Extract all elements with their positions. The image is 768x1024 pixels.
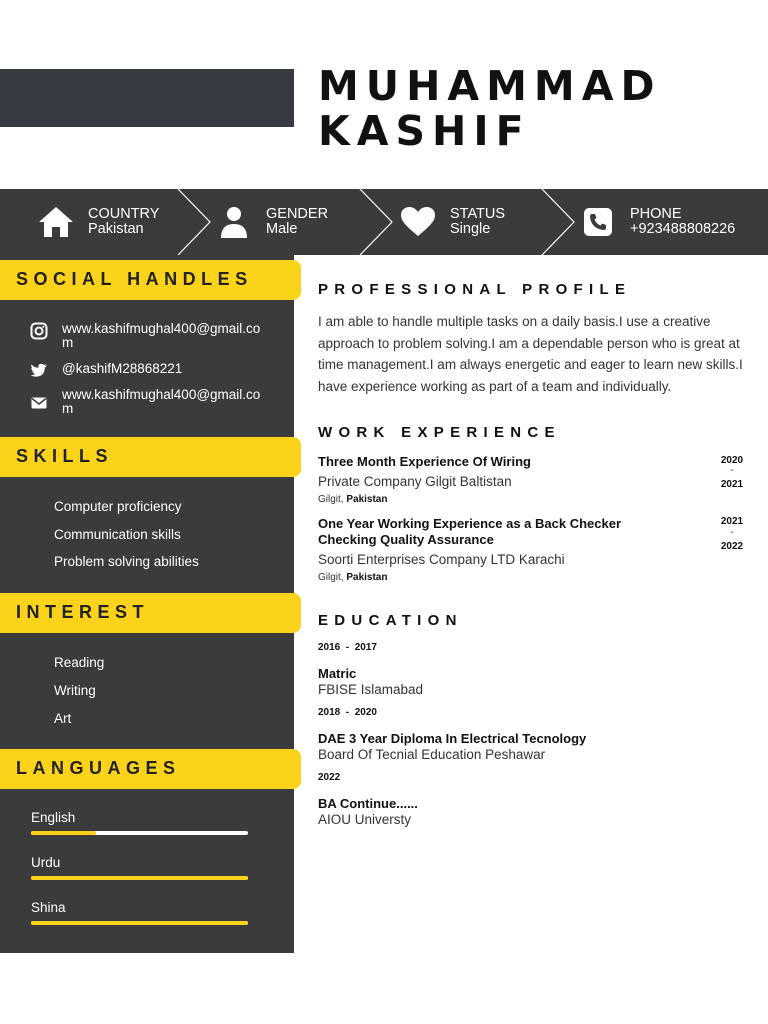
social-item-email[interactable] — [30, 388, 262, 416]
education-date: 2016 - 2017 — [318, 642, 377, 653]
year-separator: - — [730, 527, 734, 538]
work-experience-heading: WORK EXPERIENCE — [318, 424, 561, 441]
profile-text: I am able to handle multiple tasks on a daily basis.I use a creative approach to problem solving.I am a dependable person who is great at time management.I am always energetic and eager to learn new skills.I have experience working as part of a team and individually. — [318, 314, 743, 394]
first-name: MUHAMMAD — [318, 62, 662, 110]
phone-label: PHONE — [630, 206, 682, 222]
twitter-icon — [30, 362, 48, 380]
status-label: STATUS — [450, 206, 506, 222]
year-separator: - — [730, 465, 734, 476]
language-shina — [31, 900, 66, 915]
social-item-twitter[interactable] — [30, 362, 262, 380]
header-dark-bar — [0, 69, 294, 127]
job-title: Three Month Experience Of Wiring — [318, 454, 531, 469]
language-urdu — [31, 855, 60, 870]
job-start-year: 2021 — [720, 516, 744, 527]
country-value: Pakistan — [88, 221, 144, 237]
languages-heading: LANGUAGES — [0, 749, 301, 789]
interest-item: Writing — [54, 683, 96, 698]
instagram-icon — [30, 322, 48, 340]
language-level-bar — [31, 831, 248, 835]
phone-value: +923488808226 — [630, 221, 736, 237]
country-label: COUNTRY — [88, 206, 160, 222]
info-band — [0, 189, 768, 255]
interest-item: Art — [54, 711, 72, 726]
language-level-fill — [31, 921, 248, 925]
person-icon — [214, 202, 254, 242]
candidate-name — [318, 64, 662, 154]
info-gender — [214, 189, 328, 255]
twitter-handle: @kashifM28868221 — [62, 361, 183, 376]
job-title: One Year Working Experience as a Back Checker Checking Quality Assurance — [318, 516, 622, 547]
language-english — [31, 810, 75, 825]
language-level-bar — [31, 876, 248, 880]
education-date: 2022 — [318, 772, 341, 783]
job-company: Private Company Gilgit Baltistan — [318, 474, 512, 489]
professional-profile-heading: PROFESSIONAL PROFILE — [318, 281, 632, 298]
skill-item: Problem solving abilities — [54, 554, 199, 569]
skill-item: Communication skills — [54, 527, 181, 542]
job-end-year: 2022 — [720, 541, 744, 552]
gender-value: Male — [266, 221, 298, 237]
interest-heading: INTEREST — [0, 593, 301, 633]
info-country — [36, 189, 159, 255]
education-title: BA Continue...... — [318, 796, 418, 811]
status-value: Single — [450, 221, 491, 237]
language-level-fill — [31, 876, 248, 880]
education-title: DAE 3 Year Diploma In Electrical Tecnology — [318, 731, 587, 746]
job-start-year: 2020 — [720, 455, 744, 466]
language-name: Shina — [31, 900, 66, 915]
education-heading: EDUCATION — [318, 612, 463, 629]
education-institution: Board Of Tecnial Education Peshawar — [318, 747, 546, 762]
instagram-handle: www.kashifmughal400@gmail.com — [62, 321, 261, 350]
job-company: Soorti Enterprises Company LTD Karachi — [318, 552, 565, 567]
phone-icon — [578, 202, 618, 242]
info-status — [398, 189, 505, 255]
chevron-divider — [356, 189, 396, 255]
education-title: Matric — [318, 666, 357, 681]
skill-item: Computer proficiency — [54, 499, 182, 514]
info-phone — [578, 189, 735, 255]
language-name: English — [31, 810, 76, 825]
interest-item: Reading — [54, 655, 105, 670]
job-location: Gilgit, Pakistan — [318, 494, 388, 505]
mail-icon — [30, 394, 48, 412]
chevron-divider — [538, 189, 578, 255]
gender-label: GENDER — [266, 206, 329, 222]
language-name: Urdu — [31, 855, 61, 870]
language-level-fill — [31, 831, 96, 835]
home-icon — [36, 202, 76, 242]
education-institution: AIOU Universty — [318, 812, 412, 827]
education-institution: FBISE Islamabad — [318, 682, 424, 697]
social-item-instagram[interactable] — [30, 322, 262, 350]
skills-heading: SKILLS — [0, 437, 301, 477]
job-end-year: 2021 — [720, 479, 744, 490]
education-date: 2018 - 2020 — [318, 707, 377, 718]
chevron-divider — [174, 189, 214, 255]
language-level-bar — [31, 921, 248, 925]
email-address: www.kashifmughal400@gmail.com — [62, 387, 261, 416]
job-location: Gilgit, Pakistan — [318, 572, 388, 583]
heart-icon — [398, 202, 438, 242]
last-name: KASHIF — [318, 107, 531, 155]
social-handles-heading: SOCIAL HANDLES — [0, 260, 301, 300]
